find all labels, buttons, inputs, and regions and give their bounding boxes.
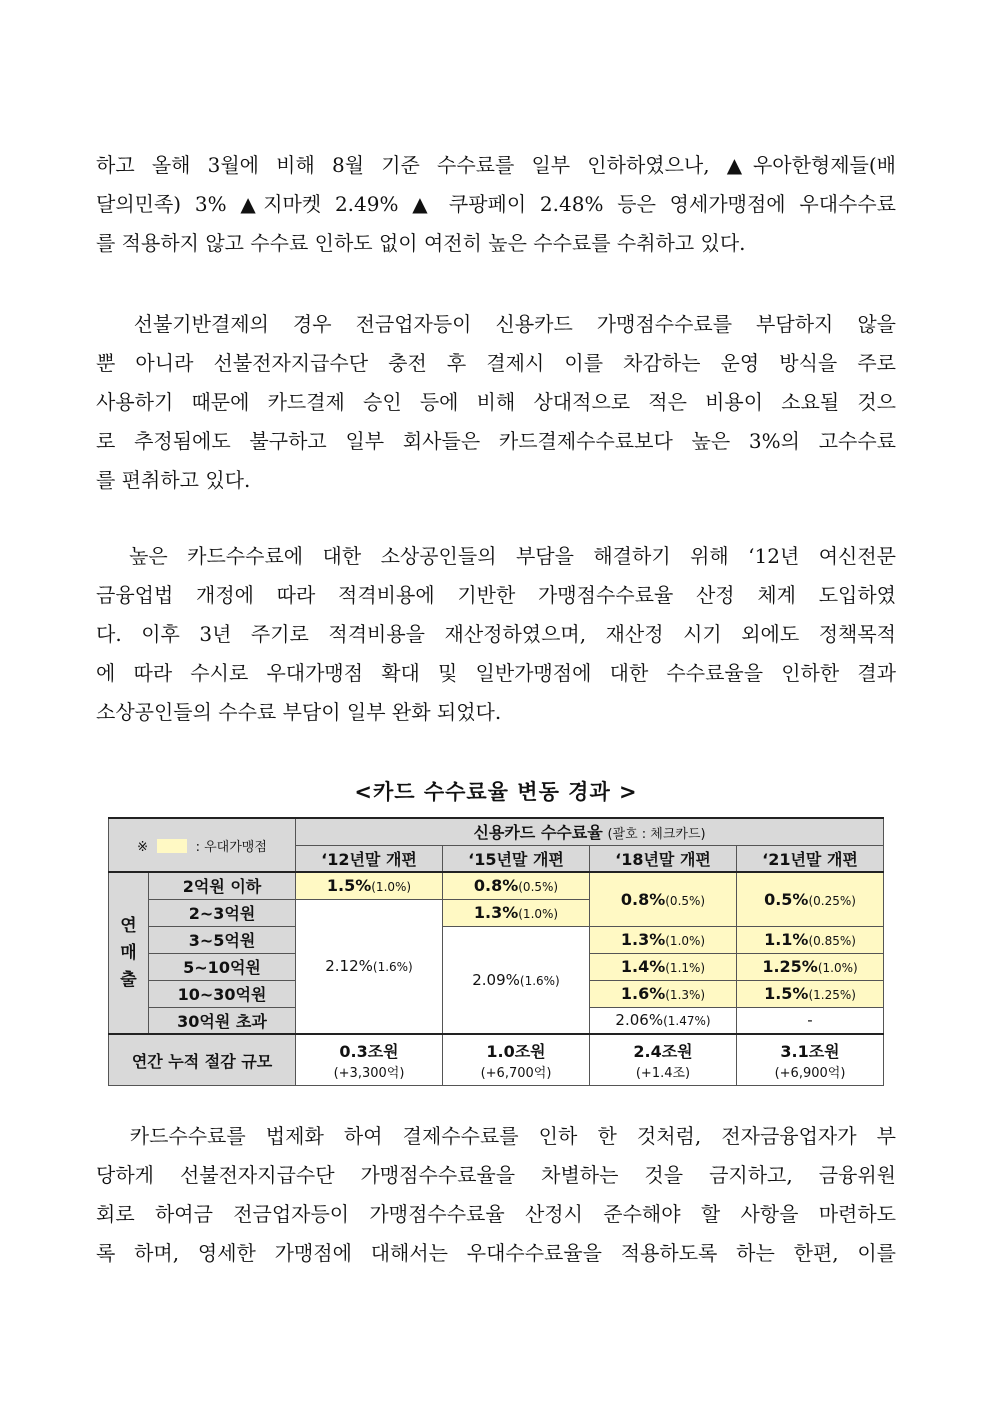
row-group-char: 출 xyxy=(120,969,137,990)
paragraph-3 xyxy=(96,537,896,732)
rate-cell xyxy=(737,1007,884,1034)
rate-credit: 1.1% xyxy=(764,930,809,949)
row-label: 2억원 이하 xyxy=(149,872,296,899)
row-label: 5~10억원 xyxy=(149,953,296,980)
header-main-cell xyxy=(296,818,884,845)
rate-check: (1.3%) xyxy=(665,988,706,1002)
text-line: 에 따라 수시로 우대가맹점 확대 및 일반가맹점에 대한 수수료율을 인하한 결과 xyxy=(96,661,896,685)
rate-credit: 1.3% xyxy=(473,903,519,922)
row-label: 2~3억원 xyxy=(149,899,296,926)
rate-check: (1.1%) xyxy=(665,961,706,975)
text-line: 카드수수료를 법제화 하여 결제수수료를 인하 한 것처럼, 전자금융업자가 부 xyxy=(96,1124,896,1148)
paragraph-4 xyxy=(96,1117,896,1273)
rate-cell xyxy=(737,953,884,980)
rate-credit: 2.12% xyxy=(325,957,373,976)
fee-rate-table xyxy=(108,817,884,1086)
text-line: 하고 올해 3월에 비해 8월 기준 수수료를 일부 인하하였으나, ▲우아한형제들(배 xyxy=(96,153,896,177)
paragraph-2 xyxy=(96,305,896,500)
rate-credit: 0.8% xyxy=(473,876,519,896)
row-label: 10~30억원 xyxy=(149,980,296,1007)
rate-credit: 0.8% xyxy=(620,889,666,909)
rate-check: (1.25%) xyxy=(808,988,856,1002)
rate-cell xyxy=(590,953,737,980)
savings-cell xyxy=(443,1034,590,1086)
rate-check: (1.0%) xyxy=(665,934,706,948)
rate-cell xyxy=(590,926,737,953)
rate-check: (1.0%) xyxy=(518,907,559,921)
row-label: 3~5억원 xyxy=(149,926,296,953)
text-line: 록 하며, 영세한 가맹점에 대해서는 우대수수료율을 적용하도록 하는 한편, 이를 xyxy=(96,1241,896,1265)
legend-cell xyxy=(109,818,296,872)
rate-cell xyxy=(590,1007,737,1034)
rate-cell xyxy=(296,872,443,899)
rate-cell xyxy=(443,926,590,1034)
text-line: 소상공인들의 수수료 부담이 일부 완화 되었다. xyxy=(96,700,502,724)
rate-check: (0.25%) xyxy=(808,893,856,908)
rate-check: (1.6%) xyxy=(372,960,413,975)
savings-amount: 0.3조원 xyxy=(339,1042,399,1061)
rate-cell xyxy=(590,980,737,1007)
rate-credit: 1.5% xyxy=(326,876,372,896)
rate-check: (0.5%) xyxy=(665,893,706,908)
rate-cell xyxy=(443,899,590,926)
savings-delta: (+1.4조) xyxy=(635,1066,691,1081)
rate-credit: 1.25% xyxy=(762,957,818,976)
text-line: 다. 이후 3년 주기로 적격비용을 재산정하였으며, 재산정 시기 외에도 정책목적 xyxy=(96,622,896,646)
header-main: 신용카드 수수료율 xyxy=(473,823,603,843)
text-line: 당하게 선불전자지급수단 가맹점수수료율을 차별하는 것을 금지하고, 금융위원 xyxy=(96,1163,896,1187)
text-line: 높은 카드수수료에 대한 소상공인들의 부담을 해결하기 위해 ‘12년 여신전문 xyxy=(96,544,896,568)
text-line: 뿐 아니라 선불전자지급수단 충전 후 결제시 이를 차감하는 운영 방식을 주로 xyxy=(96,351,896,375)
savings-label: 연간 누적 절감 규모 xyxy=(109,1034,296,1086)
savings-delta: (+6,700억) xyxy=(480,1066,552,1081)
savings-cell xyxy=(590,1034,737,1086)
rate-cell xyxy=(737,926,884,953)
text-line: 사용하기 때문에 카드결제 승인 등에 비해 상대적으로 적은 비용이 소요될 것으 xyxy=(96,390,896,414)
rate-check: (1.0%) xyxy=(371,880,412,895)
rate-check: (1.6%) xyxy=(519,973,560,988)
rate-cell xyxy=(737,980,884,1007)
savings-amount: 1.0조원 xyxy=(486,1042,546,1061)
text-line: 를 적용하지 않고 수수료 인하도 없이 여전히 높은 수수료를 수취하고 있다. xyxy=(96,231,746,255)
rate-credit: 1.6% xyxy=(620,984,666,1003)
rate-check: (0.5%) xyxy=(518,880,559,895)
rate-credit: - xyxy=(807,1011,813,1030)
preferred-color-swatch xyxy=(157,839,187,853)
row-group-char: 연 xyxy=(120,915,137,936)
table-title: <카드 수수료율 변동 경과 > xyxy=(354,780,638,804)
rate-credit: 1.3% xyxy=(620,930,666,949)
rate-cell xyxy=(443,872,590,899)
row-group-label xyxy=(109,872,149,1034)
period-header: ‘21년말 개편 xyxy=(737,845,884,872)
legend-text: : 우대가맹점 xyxy=(195,839,267,855)
rate-credit: 0.5% xyxy=(764,889,809,909)
rate-cell xyxy=(590,872,737,926)
rate-check: (0.85%) xyxy=(808,934,856,948)
text-line: 를 편취하고 있다. xyxy=(96,468,251,492)
text-line: 달의민족) 3% ▲지마켓 2.49% ▲ 쿠팡페이 2.48% 등은 영세가맹점에 우대수수료 xyxy=(96,192,896,216)
row-label: 30억원 초과 xyxy=(149,1007,296,1034)
rate-credit: 2.09% xyxy=(472,970,520,989)
rate-check: (1.47%) xyxy=(663,1014,711,1029)
text-line: 선불기반결제의 경우 전금업자등이 신용카드 가맹점수수료를 부담하지 않을 xyxy=(96,312,896,336)
rate-cell xyxy=(296,899,443,1034)
rate-credit: 1.5% xyxy=(764,984,809,1003)
savings-cell xyxy=(296,1034,443,1086)
rate-cell xyxy=(737,872,884,926)
legend-mark: ※ xyxy=(137,839,149,855)
header-sub: (괄호 : 체크카드) xyxy=(607,827,706,843)
savings-amount: 2.4조원 xyxy=(633,1042,693,1061)
savings-delta: (+6,900억) xyxy=(774,1066,846,1081)
period-header: ‘18년말 개편 xyxy=(590,845,737,872)
rate-credit: 2.06% xyxy=(615,1011,664,1030)
savings-amount: 3.1조원 xyxy=(780,1042,840,1061)
period-header: ‘12년말 개편 xyxy=(296,845,443,872)
savings-cell xyxy=(737,1034,884,1086)
savings-delta: (+3,300억) xyxy=(333,1066,405,1081)
rate-check: (1.0%) xyxy=(817,961,858,975)
text-line: 회로 하여금 전금업자등이 가맹점수수료율 산정시 준수해야 할 사항을 마련하도 xyxy=(96,1202,896,1226)
text-line: 로 추정됨에도 불구하고 일부 회사들은 카드결제수수료보다 높은 3%의 고수수료 xyxy=(96,429,896,453)
paragraph-1 xyxy=(96,146,896,263)
period-header: ‘15년말 개편 xyxy=(443,845,590,872)
row-group-char: 매 xyxy=(120,942,137,963)
text-line: 금융업법 개정에 따라 적격비용에 기반한 가맹점수수료율 산정 체계 도입하였 xyxy=(96,583,896,607)
rate-credit: 1.4% xyxy=(620,957,666,976)
